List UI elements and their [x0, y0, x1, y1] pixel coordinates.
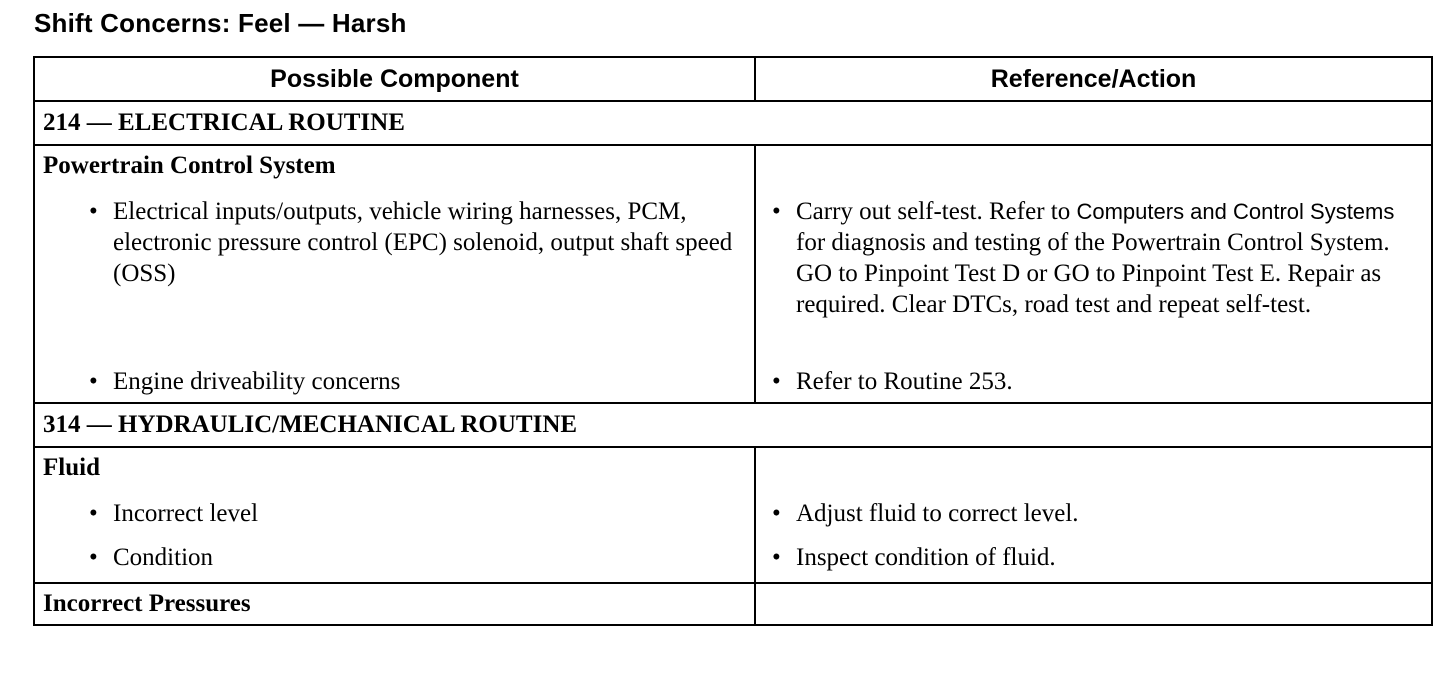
- action-item: [756, 366, 1431, 402]
- action-cell: [755, 145, 1432, 403]
- action-item-text-end: for diagnosis and testing of the Powertrain Control System. GO to Pinpoint Test D or GO to Pinpoint Test E. Repair as required. Clear DTCs, road test and repeat self-test.: [796, 229, 1390, 318]
- section-heading-hydraulic: 314 — HYDRAULIC/MECHANICAL ROUTINE: [34, 403, 1432, 447]
- section-heading-row: [34, 101, 1432, 145]
- component-item-text: Electrical inputs/outputs, vehicle wiring harnesses, PCM, electronic pressure control (EPC) solenoid, output shaft speed (OSS): [113, 198, 733, 287]
- action-item: [756, 498, 1431, 542]
- component-item: [35, 366, 754, 402]
- component-item: [35, 542, 754, 582]
- component-item-text: Engine driveability concerns: [113, 368, 401, 395]
- header-reference-action: Reference/Action: [755, 57, 1432, 101]
- header-possible-component: Possible Component: [34, 57, 755, 101]
- component-cell: [34, 447, 755, 583]
- table-row: [34, 145, 1432, 403]
- action-item-text: Refer to Routine 253.: [796, 368, 1013, 395]
- action-cell-empty: [755, 583, 1432, 625]
- table-row: [34, 447, 1432, 583]
- table-header-row: [34, 57, 1432, 101]
- component-group-title: Powertrain Control System: [43, 152, 336, 179]
- component-item: [35, 498, 754, 542]
- action-item-text-start: Carry out self-test. Refer to: [796, 198, 1077, 225]
- section-heading-electrical: 214 — ELECTRICAL ROUTINE: [34, 101, 1432, 145]
- table-row: [34, 583, 1432, 625]
- action-item-text: Inspect condition of fluid.: [796, 544, 1056, 571]
- section-heading-row: [34, 403, 1432, 447]
- component-item-text: Condition: [113, 544, 214, 571]
- action-cell: [755, 447, 1432, 583]
- component-group-title: Fluid: [43, 454, 100, 481]
- component-cell: [34, 583, 755, 625]
- component-cell: [34, 145, 755, 403]
- action-item-text: Adjust fluid to correct level.: [796, 500, 1079, 527]
- action-item: [756, 196, 1431, 366]
- component-group-title: Incorrect Pressures: [43, 590, 251, 617]
- action-item: [756, 542, 1431, 582]
- component-item-text: Incorrect level: [113, 500, 259, 527]
- component-item: [35, 196, 754, 366]
- page-title: Shift Concerns: Feel — Harsh: [34, 8, 407, 38]
- action-item-reference: Computers and Control Systems: [1076, 199, 1395, 224]
- diagnostic-table: [33, 56, 1433, 626]
